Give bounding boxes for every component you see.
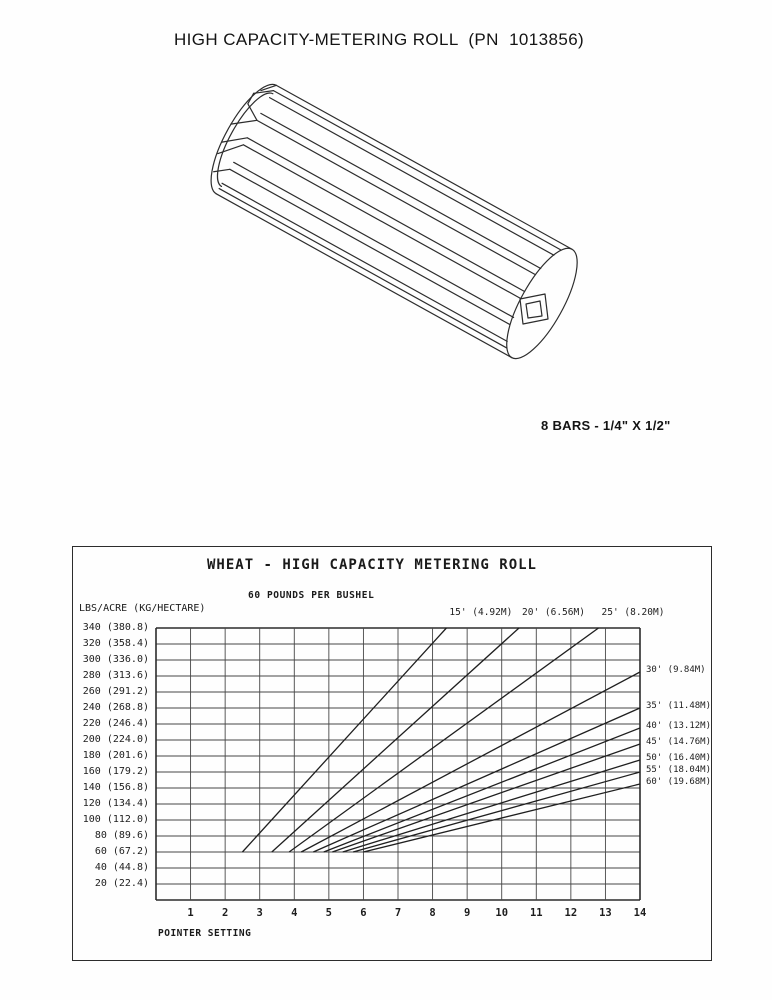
series-label-right: 50' (16.40M) (646, 753, 712, 763)
series-label-top: 15' (4.92M) (449, 607, 513, 618)
x-axis-tick: 3 (256, 907, 263, 919)
series-label-right: 35' (11.48M) (646, 701, 712, 711)
series-label-right: 40' (13.12M) (646, 721, 712, 731)
y-axis-tick: 220 (246.4) (82, 718, 149, 729)
series-label-top: 20' (6.56M) (522, 607, 585, 618)
y-axis-tick: 160 (179.2) (82, 766, 149, 777)
y-axis-tick: 80 (89.6) (94, 830, 149, 841)
y-axis-tick: 40 (44.8) (94, 862, 149, 873)
x-axis-tick: 9 (463, 907, 471, 919)
shaft-hole-icon (520, 294, 548, 324)
x-axis-tick: 4 (291, 907, 298, 919)
series-label-top: 25' (8.20M) (601, 607, 665, 618)
metering-roll-drawing (190, 82, 590, 382)
series-label-right: 60' (19.68M) (646, 777, 712, 787)
series-line (324, 728, 640, 852)
y-axis-tick: 320 (358.4) (82, 638, 149, 649)
y-axis-tick: 180 (201.6) (82, 750, 149, 761)
y-axis-tick: 300 (336.0) (82, 654, 149, 665)
x-axis-tick: 2 (221, 907, 229, 919)
series-label-right: 30' (9.84M) (646, 665, 706, 675)
y-axis-tick: 340 (380.8) (82, 622, 149, 633)
y-axis-tick: 140 (156.8) (82, 782, 149, 793)
x-axis-tick: 7 (394, 907, 402, 919)
x-axis-title: POINTER SETTING (158, 928, 252, 939)
x-axis-tick: 11 (529, 907, 543, 919)
chart-grid (155, 627, 641, 903)
page-title: HIGH CAPACITY-METERING ROLL (PN 1013856) (174, 30, 585, 49)
chart-title: WHEAT - HIGH CAPACITY METERING ROLL (206, 557, 537, 573)
x-axis-tick: 14 (633, 907, 647, 919)
x-axis-tick: 5 (325, 907, 333, 919)
roll-body-icon (198, 82, 590, 368)
seed-rate-chart (72, 546, 712, 961)
x-axis-tick: 8 (429, 907, 436, 919)
y-axis-tick: 20 (22.4) (94, 878, 149, 889)
x-axis-tick: 10 (495, 907, 509, 919)
y-axis-tick: 120 (134.4) (82, 798, 149, 809)
y-axis-tick: 60 (67.2) (94, 846, 149, 857)
y-axis-tick: 200 (224.0) (82, 734, 149, 745)
chart-subtitle: 60 POUNDS PER BUSHEL (248, 590, 375, 601)
x-axis-tick: 1 (187, 907, 194, 919)
y-axis-title: LBS/ACRE (KG/HECTARE) (79, 603, 206, 614)
series-line (313, 708, 640, 852)
series-label-right: 45' (14.76M) (646, 737, 712, 747)
y-axis-tick: 260 (291.2) (82, 686, 149, 697)
drawing-caption: 8 BARS - 1/4" X 1/2" (541, 418, 671, 433)
y-axis-tick: 240 (268.8) (82, 702, 149, 713)
x-axis-tick: 12 (564, 907, 578, 919)
y-axis-tick: 280 (313.6) (82, 670, 149, 681)
series-label-right: 55' (18.04M) (646, 765, 712, 775)
x-axis-tick: 13 (599, 907, 612, 919)
x-axis-tick: 6 (360, 907, 367, 919)
y-axis-tick: 100 (112.0) (82, 814, 149, 825)
